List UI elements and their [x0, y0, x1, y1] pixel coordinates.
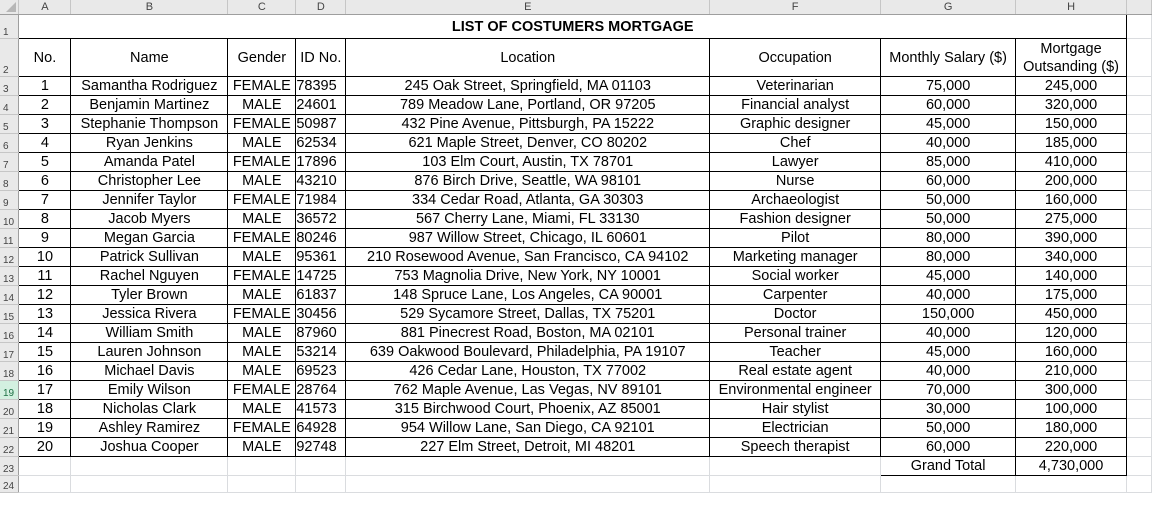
cell-no[interactable]: 14 [19, 324, 71, 343]
cell[interactable] [1127, 324, 1152, 343]
row-header[interactable]: 5 [0, 115, 19, 134]
cell-gender[interactable]: FEMALE [228, 115, 296, 134]
cell[interactable] [1127, 248, 1152, 267]
cell-mortgage[interactable]: 210,000 [1016, 362, 1127, 381]
header-location[interactable]: Location [346, 39, 710, 77]
cell-name[interactable]: Stephanie Thompson [71, 115, 228, 134]
cell-name[interactable]: Jessica Rivera [71, 305, 228, 324]
cell-name[interactable]: William Smith [71, 324, 228, 343]
cell-salary[interactable]: 75,000 [881, 77, 1016, 96]
cell-mortgage[interactable]: 320,000 [1016, 96, 1127, 115]
cell-id[interactable]: 53214 [296, 343, 346, 362]
column-header-a[interactable]: A [19, 0, 71, 15]
cell-mortgage[interactable]: 220,000 [1016, 438, 1127, 457]
cell-id[interactable]: 61837 [296, 286, 346, 305]
cell-location[interactable]: 762 Maple Avenue, Las Vegas, NV 89101 [346, 381, 710, 400]
cell[interactable] [1127, 39, 1152, 77]
cell[interactable] [346, 457, 710, 476]
table-row [0, 438, 1152, 457]
cell-gender[interactable]: MALE [228, 362, 296, 381]
cell-name[interactable]: Ashley Ramirez [71, 419, 228, 438]
cell-occupation[interactable]: Marketing manager [710, 248, 881, 267]
cell-salary[interactable]: 50,000 [881, 191, 1016, 210]
cell-occupation[interactable]: Personal trainer [710, 324, 881, 343]
cell-name[interactable]: Rachel Nguyen [71, 267, 228, 286]
column-header-d[interactable]: D [296, 0, 346, 15]
table-row [0, 400, 1152, 419]
cell[interactable] [1127, 343, 1152, 362]
cell-location[interactable]: 148 Spruce Lane, Los Angeles, CA 90001 [346, 286, 710, 305]
header-name[interactable]: Name [71, 39, 228, 77]
cell[interactable] [71, 457, 228, 476]
table-row [0, 77, 1152, 96]
cell-mortgage[interactable]: 175,000 [1016, 286, 1127, 305]
table-row [0, 115, 1152, 134]
cell-no[interactable]: 5 [19, 153, 71, 172]
cell-salary[interactable]: 80,000 [881, 248, 1016, 267]
cell-no[interactable]: 20 [19, 438, 71, 457]
cell-mortgage[interactable]: 185,000 [1016, 134, 1127, 153]
table-row [0, 153, 1152, 172]
cell-salary[interactable]: 150,000 [881, 305, 1016, 324]
table-row [0, 172, 1152, 191]
cell[interactable] [710, 457, 881, 476]
cell-no[interactable]: 9 [19, 229, 71, 248]
cell-id[interactable]: 24601 [296, 96, 346, 115]
sheet-row-1 [0, 15, 1152, 39]
cell-name[interactable]: Patrick Sullivan [71, 248, 228, 267]
cell-salary[interactable]: 30,000 [881, 400, 1016, 419]
cell-no[interactable]: 2 [19, 96, 71, 115]
grand-total-value[interactable]: 4,730,000 [1016, 457, 1127, 476]
cell-name[interactable]: Nicholas Clark [71, 400, 228, 419]
cell-occupation[interactable]: Carpenter [710, 286, 881, 305]
cell[interactable] [1127, 153, 1152, 172]
table-row [0, 362, 1152, 381]
cell[interactable] [346, 476, 710, 493]
cell-location[interactable]: 245 Oak Street, Springfield, MA 01103 [346, 77, 710, 96]
cell-name[interactable]: Ryan Jenkins [71, 134, 228, 153]
cell-location[interactable]: 529 Sycamore Street, Dallas, TX 75201 [346, 305, 710, 324]
cell-name[interactable]: Amanda Patel [71, 153, 228, 172]
table-row [0, 96, 1152, 115]
cell[interactable] [1127, 96, 1152, 115]
cell-name[interactable]: Benjamin Martinez [71, 96, 228, 115]
cell-name[interactable]: Jennifer Taylor [71, 191, 228, 210]
row-header[interactable]: 22 [0, 438, 19, 457]
header-occupation[interactable]: Occupation [710, 39, 881, 77]
cell-occupation[interactable]: Real estate agent [710, 362, 881, 381]
cell-location[interactable]: 426 Cedar Lane, Houston, TX 77002 [346, 362, 710, 381]
cell-no[interactable]: 16 [19, 362, 71, 381]
table-row [0, 305, 1152, 324]
cell[interactable] [1127, 457, 1152, 476]
cell-id[interactable]: 80246 [296, 229, 346, 248]
cell[interactable] [71, 476, 228, 493]
cell-id[interactable]: 71984 [296, 191, 346, 210]
cell-occupation[interactable]: Financial analyst [710, 96, 881, 115]
row-header[interactable]: 16 [0, 324, 19, 343]
cell-mortgage[interactable]: 200,000 [1016, 172, 1127, 191]
cell-salary[interactable]: 50,000 [881, 419, 1016, 438]
cell-no[interactable]: 18 [19, 400, 71, 419]
cell[interactable] [1127, 305, 1152, 324]
cell-mortgage[interactable]: 180,000 [1016, 419, 1127, 438]
table-row [0, 191, 1152, 210]
cell-salary[interactable]: 40,000 [881, 362, 1016, 381]
cell-location[interactable]: 103 Elm Court, Austin, TX 78701 [346, 153, 710, 172]
cell-id[interactable]: 50987 [296, 115, 346, 134]
cell-location[interactable]: 210 Rosewood Avenue, San Francisco, CA 94102 [346, 248, 710, 267]
cell-occupation[interactable]: Environmental engineer [710, 381, 881, 400]
cell-gender[interactable]: MALE [228, 324, 296, 343]
row-header[interactable]: 12 [0, 248, 19, 267]
cell-location[interactable]: 881 Pinecrest Road, Boston, MA 02101 [346, 324, 710, 343]
cell[interactable] [296, 476, 346, 493]
cell[interactable] [19, 476, 71, 493]
column-header-i[interactable] [1127, 0, 1152, 15]
cell-name[interactable]: Joshua Cooper [71, 438, 228, 457]
cell-salary[interactable]: 70,000 [881, 381, 1016, 400]
cell-no[interactable]: 13 [19, 305, 71, 324]
cell-mortgage[interactable]: 140,000 [1016, 267, 1127, 286]
cell-mortgage[interactable]: 390,000 [1016, 229, 1127, 248]
cell-occupation[interactable]: Archaeologist [710, 191, 881, 210]
cell-salary[interactable]: 40,000 [881, 286, 1016, 305]
cell-occupation[interactable]: Graphic designer [710, 115, 881, 134]
cell-no[interactable]: 17 [19, 381, 71, 400]
cell-no[interactable]: 3 [19, 115, 71, 134]
select-all-corner[interactable] [0, 0, 19, 15]
cell[interactable] [710, 476, 881, 493]
cell-location[interactable]: 789 Meadow Lane, Portland, OR 97205 [346, 96, 710, 115]
cell[interactable] [19, 457, 71, 476]
cell-salary[interactable]: 45,000 [881, 343, 1016, 362]
cell-location[interactable]: 639 Oakwood Boulevard, Philadelphia, PA 19107 [346, 343, 710, 362]
cell[interactable] [1127, 267, 1152, 286]
cell[interactable] [881, 476, 1016, 493]
row-header[interactable]: 11 [0, 229, 19, 248]
row-header[interactable]: 8 [0, 172, 19, 191]
cell-occupation[interactable]: Chef [710, 134, 881, 153]
header-mortgage-line2: Outsanding ($) [1023, 58, 1119, 75]
row-header[interactable]: 14 [0, 286, 19, 305]
cell[interactable] [1127, 476, 1152, 493]
cell-gender[interactable]: MALE [228, 343, 296, 362]
cell-location[interactable]: 334 Cedar Road, Atlanta, GA 30303 [346, 191, 710, 210]
cell-no[interactable]: 11 [19, 267, 71, 286]
cell-gender[interactable]: FEMALE [228, 305, 296, 324]
cell-gender[interactable]: MALE [228, 286, 296, 305]
cell-no[interactable]: 15 [19, 343, 71, 362]
cell-id[interactable]: 14725 [296, 267, 346, 286]
column-header-f[interactable]: F [710, 0, 881, 15]
cell-occupation[interactable]: Teacher [710, 343, 881, 362]
cell-id[interactable]: 92748 [296, 438, 346, 457]
cell-occupation[interactable]: Nurse [710, 172, 881, 191]
cell-salary[interactable]: 60,000 [881, 96, 1016, 115]
cell-no[interactable]: 6 [19, 172, 71, 191]
cell-name[interactable]: Samantha Rodriguez [71, 77, 228, 96]
cell-id[interactable]: 62534 [296, 134, 346, 153]
cell-id[interactable]: 41573 [296, 400, 346, 419]
cell[interactable] [228, 476, 296, 493]
cell-mortgage[interactable]: 340,000 [1016, 248, 1127, 267]
cell-mortgage[interactable]: 160,000 [1016, 191, 1127, 210]
cell-gender[interactable]: FEMALE [228, 153, 296, 172]
cell-gender[interactable]: MALE [228, 172, 296, 191]
cell-occupation[interactable]: Doctor [710, 305, 881, 324]
table-row [0, 248, 1152, 267]
cell-location[interactable]: 315 Birchwood Court, Phoenix, AZ 85001 [346, 400, 710, 419]
row-header[interactable]: 15 [0, 305, 19, 324]
cell-gender[interactable]: MALE [228, 134, 296, 153]
cell-mortgage[interactable]: 245,000 [1016, 77, 1127, 96]
row-header[interactable]: 1 [0, 15, 19, 39]
column-header-b[interactable]: B [71, 0, 228, 15]
grand-total-row [0, 457, 1152, 476]
cell-gender[interactable]: FEMALE [228, 419, 296, 438]
row-header[interactable]: 4 [0, 96, 19, 115]
column-header-h[interactable]: H [1016, 0, 1127, 15]
cell-occupation[interactable]: Electrician [710, 419, 881, 438]
cell-occupation[interactable]: Lawyer [710, 153, 881, 172]
cell-no[interactable]: 8 [19, 210, 71, 229]
row-header[interactable]: 2 [0, 39, 19, 77]
cell-gender[interactable]: FEMALE [228, 381, 296, 400]
cell-no[interactable]: 10 [19, 248, 71, 267]
sheet-title[interactable]: LIST OF COSTUMERS MORTGAGE [19, 15, 1127, 39]
cell-id[interactable]: 87960 [296, 324, 346, 343]
table-row [0, 286, 1152, 305]
cell-gender[interactable]: FEMALE [228, 229, 296, 248]
cell-occupation[interactable]: Hair stylist [710, 400, 881, 419]
cell-occupation[interactable]: Veterinarian [710, 77, 881, 96]
table-row [0, 134, 1152, 153]
header-mortgage[interactable] [1016, 39, 1127, 77]
cell-location[interactable]: 987 Willow Street, Chicago, IL 60601 [346, 229, 710, 248]
cell[interactable] [296, 457, 346, 476]
cell-occupation[interactable]: Speech therapist [710, 438, 881, 457]
cell-name[interactable]: Tyler Brown [71, 286, 228, 305]
cell-name[interactable]: Christopher Lee [71, 172, 228, 191]
cell-id[interactable]: 78395 [296, 77, 346, 96]
cell[interactable] [228, 457, 296, 476]
header-id[interactable]: ID No. [296, 39, 346, 77]
cell[interactable] [1127, 15, 1152, 39]
row-header[interactable]: 6 [0, 134, 19, 153]
cell-salary[interactable]: 60,000 [881, 438, 1016, 457]
row-header[interactable]: 24 [0, 476, 19, 493]
cell-gender[interactable]: MALE [228, 96, 296, 115]
row-header[interactable]: 13 [0, 267, 19, 286]
cell-id[interactable]: 30456 [296, 305, 346, 324]
cell-mortgage[interactable]: 150,000 [1016, 115, 1127, 134]
cell[interactable] [1127, 286, 1152, 305]
column-header-row [0, 0, 1152, 15]
cell-mortgage[interactable]: 450,000 [1016, 305, 1127, 324]
cell-name[interactable]: Michael Davis [71, 362, 228, 381]
column-header-c[interactable]: C [228, 0, 296, 15]
cell[interactable] [1127, 400, 1152, 419]
cell[interactable] [1127, 210, 1152, 229]
header-gender[interactable]: Gender [228, 39, 296, 77]
cell-id[interactable]: 17896 [296, 153, 346, 172]
cell-id[interactable]: 36572 [296, 210, 346, 229]
cell-no[interactable]: 12 [19, 286, 71, 305]
sheet-row-2 [0, 39, 1152, 77]
cell-gender[interactable]: FEMALE [228, 267, 296, 286]
cell-no[interactable]: 7 [19, 191, 71, 210]
cell-no[interactable]: 19 [19, 419, 71, 438]
row-header[interactable]: 3 [0, 77, 19, 96]
cell-name[interactable]: Megan Garcia [71, 229, 228, 248]
table-row [0, 343, 1152, 362]
cell-location[interactable]: 227 Elm Street, Detroit, MI 48201 [346, 438, 710, 457]
cell-gender[interactable]: MALE [228, 248, 296, 267]
column-header-e[interactable]: E [346, 0, 710, 15]
cell-occupation[interactable]: Fashion designer [710, 210, 881, 229]
cell-location[interactable]: 567 Cherry Lane, Miami, FL 33130 [346, 210, 710, 229]
table-row [0, 381, 1152, 400]
cell[interactable] [1127, 438, 1152, 457]
cell[interactable] [1127, 77, 1152, 96]
column-header-g[interactable]: G [881, 0, 1016, 15]
cell-gender[interactable]: FEMALE [228, 77, 296, 96]
cell-mortgage[interactable]: 100,000 [1016, 400, 1127, 419]
cell-salary[interactable]: 60,000 [881, 172, 1016, 191]
cell-gender[interactable]: FEMALE [228, 191, 296, 210]
grand-total-label[interactable]: Grand Total [881, 457, 1016, 476]
cell-location[interactable]: 876 Birch Drive, Seattle, WA 98101 [346, 172, 710, 191]
cell[interactable] [1127, 381, 1152, 400]
cell-gender[interactable]: MALE [228, 438, 296, 457]
cell-name[interactable]: Lauren Johnson [71, 343, 228, 362]
table-row [0, 419, 1152, 438]
cell[interactable] [1127, 115, 1152, 134]
cell-occupation[interactable]: Social worker [710, 267, 881, 286]
cell-salary[interactable]: 40,000 [881, 324, 1016, 343]
cell[interactable] [1127, 191, 1152, 210]
cell-mortgage[interactable]: 120,000 [1016, 324, 1127, 343]
cell-id[interactable]: 64928 [296, 419, 346, 438]
cell-mortgage[interactable]: 160,000 [1016, 343, 1127, 362]
row-header[interactable]: 17 [0, 343, 19, 362]
cell[interactable] [1127, 362, 1152, 381]
header-salary[interactable]: Monthly Salary ($) [881, 39, 1016, 77]
cell-salary[interactable]: 40,000 [881, 134, 1016, 153]
cell-no[interactable]: 4 [19, 134, 71, 153]
cell[interactable] [1127, 134, 1152, 153]
cell-id[interactable]: 43210 [296, 172, 346, 191]
cell-location[interactable]: 621 Maple Street, Denver, CO 80202 [346, 134, 710, 153]
cell-gender[interactable]: MALE [228, 400, 296, 419]
header-mortgage-line1: Mortgage [1040, 40, 1102, 57]
cell-id[interactable]: 69523 [296, 362, 346, 381]
cell-gender[interactable]: MALE [228, 210, 296, 229]
row-header[interactable]: 23 [0, 457, 19, 476]
table-row [0, 267, 1152, 286]
row-header[interactable]: 18 [0, 362, 19, 381]
cell-id[interactable]: 28764 [296, 381, 346, 400]
cell[interactable] [1127, 172, 1152, 191]
cell-salary[interactable]: 50,000 [881, 210, 1016, 229]
cell-mortgage[interactable]: 410,000 [1016, 153, 1127, 172]
row-header[interactable]: 21 [0, 419, 19, 438]
table-row [0, 229, 1152, 248]
header-no[interactable]: No. [19, 39, 71, 77]
cell-occupation[interactable]: Pilot [710, 229, 881, 248]
cell-salary[interactable]: 45,000 [881, 267, 1016, 286]
cell[interactable] [1127, 419, 1152, 438]
cell-salary[interactable]: 45,000 [881, 115, 1016, 134]
row-header[interactable]: 19 [0, 381, 19, 400]
row-header[interactable]: 9 [0, 191, 19, 210]
table-row [0, 324, 1152, 343]
row-header[interactable]: 7 [0, 153, 19, 172]
cell-name[interactable]: Emily Wilson [71, 381, 228, 400]
cell-mortgage[interactable]: 275,000 [1016, 210, 1127, 229]
cell-salary[interactable]: 80,000 [881, 229, 1016, 248]
row-header[interactable]: 20 [0, 400, 19, 419]
cell-location[interactable]: 432 Pine Avenue, Pittsburgh, PA 15222 [346, 115, 710, 134]
cell[interactable] [1016, 476, 1127, 493]
cell-mortgage[interactable]: 300,000 [1016, 381, 1127, 400]
cell[interactable] [1127, 229, 1152, 248]
cell-name[interactable]: Jacob Myers [71, 210, 228, 229]
cell-location[interactable]: 753 Magnolia Drive, New York, NY 10001 [346, 267, 710, 286]
cell-salary[interactable]: 85,000 [881, 153, 1016, 172]
cell-location[interactable]: 954 Willow Lane, San Diego, CA 92101 [346, 419, 710, 438]
table-row [0, 210, 1152, 229]
cell-no[interactable]: 1 [19, 77, 71, 96]
sheet-row-24 [0, 476, 1152, 493]
cell-id[interactable]: 95361 [296, 248, 346, 267]
row-header[interactable]: 10 [0, 210, 19, 229]
